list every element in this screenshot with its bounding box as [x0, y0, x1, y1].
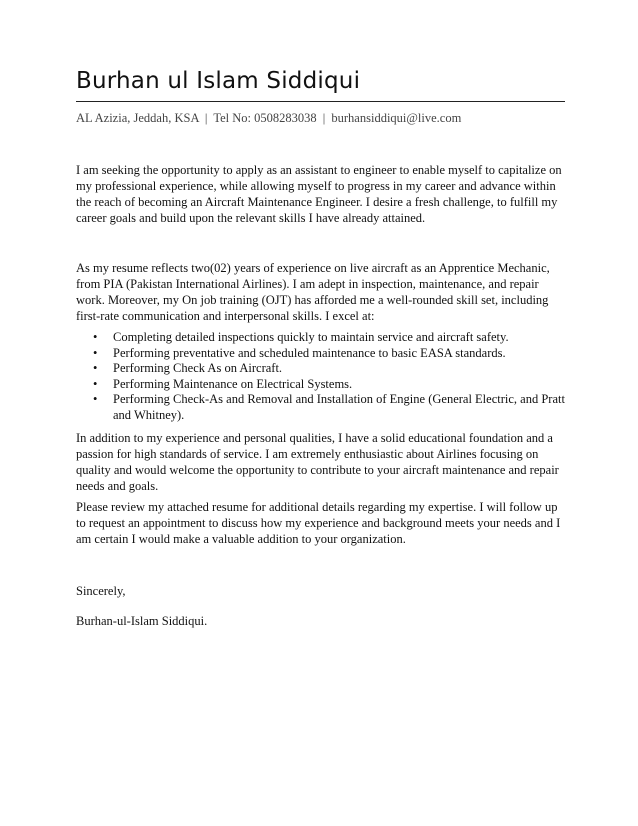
education-paragraph: In addition to my experience and personal qualities, I have a solid educational foundation and a passion for high standards of service. I am extremely enthusiastic about Airlines focusing on quality and would welcome the opportunity to contribute to your aircraft maintenance and repair needs and goals. — [76, 431, 559, 493]
list-item: • Performing Maintenance on Electrical Systems. — [76, 377, 566, 393]
skills-list — [76, 330, 566, 423]
closing-salutation: Sincerely, — [76, 584, 126, 598]
list-item: • Performing Check As on Aircraft. — [76, 361, 566, 377]
list-item: • Performing preventative and scheduled maintenance to basic EASA standards. — [76, 346, 566, 362]
header-divider — [76, 101, 565, 102]
signature-name: Burhan-ul-Islam Siddiqui. — [76, 614, 208, 628]
contact-separator: | — [204, 111, 208, 125]
list-item: • Completing detailed inspections quickly to maintain service and aircraft safety. — [76, 330, 566, 346]
intro-paragraph: I am seeking the opportunity to apply as an assistant to engineer to enable myself to capitalize on my professional experience, while allowing myself to progress in my career and advance within the reach of becoming an Aircraft Maintenance Engineer. I desire a fresh challenge, to fulfill my career goals and build upon the relevant skills I have already attained. — [76, 163, 562, 225]
applicant-name: Burhan ul Islam Siddiqui — [76, 68, 361, 94]
email-text: burhansiddiqui@live.com — [331, 111, 462, 125]
followup-paragraph: Please review my attached resume for additional details regarding my expertise. I will follow up to request an appointment to discuss how my experience and background meets your needs and I am certain I would make a valuable addition to your organization. — [76, 500, 561, 546]
list-item: • Performing Check-As and Removal and Installation of Engine (General Electric, and Pratt and Whitney). — [76, 392, 566, 423]
phone-text: Tel No: 0508283038 — [213, 111, 317, 125]
address-text: AL Azizia, Jeddah, KSA — [76, 111, 199, 125]
experience-paragraph: As my resume reflects two(02) years of experience on live aircraft as an Apprentice Mechanic, from PIA (Pakistan International Airlines). I am adept in inspection, maintenance, and repair work. Moreover, my On job training (OJT) has afforded me a well-rounded skill set, including first-rate communication and interpersonal skills. I excel at: — [76, 261, 550, 323]
contact-line — [76, 111, 461, 126]
contact-separator: | — [322, 111, 326, 125]
